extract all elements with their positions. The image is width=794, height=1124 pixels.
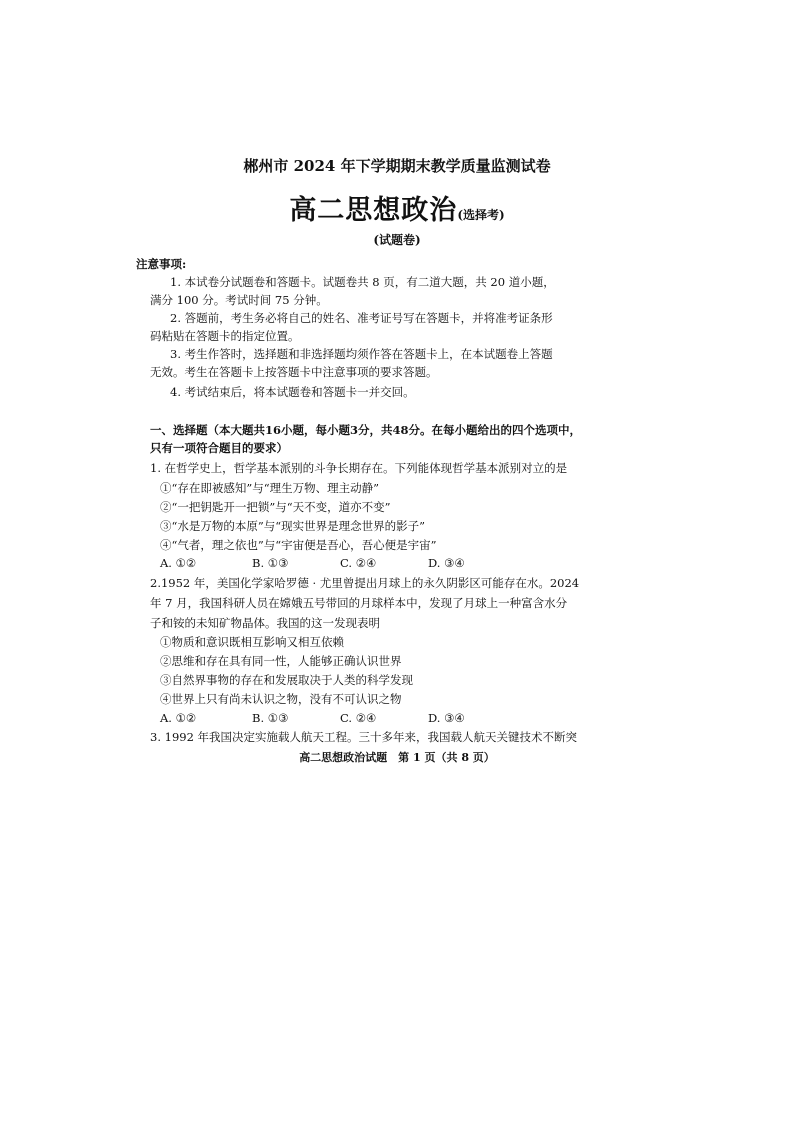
question-2-stem: 2.1952 年，美国化学家哈罗德 · 尤里曾提出月球上的永久阴影区可能存在水。2024 [150,576,580,590]
subject-note: (选择考) [457,208,505,222]
notes-line: 1. 本试卷分试题卷和答题卡。试题卷共 8 页，有二道大题，共 20 道小题， [170,275,555,289]
section-heading-cont: 只有一项符合题目的要求） [150,441,288,455]
question-1-stem: 1. 在哲学史上，哲学基本派别的斗争长期存在。下列能体现哲学基本派别对立的是 [150,461,568,475]
question-2-stem: 子和铵的未知矿物晶体。我国的这一发现表明 [150,616,380,630]
question-1-item: ④“气者，理之依也”与“宇宙便是吾心，吾心便是宇宙” [160,538,437,552]
question-2-item: ③自然界事物的存在和发展取决于人类的科学发现 [160,673,413,687]
question-1-item: ③“水是万物的本原”与“现实世界是理念世界的影子” [160,519,426,533]
notes-line: 满分 100 分。考试时间 75 分钟。 [150,293,328,307]
title-row [0,188,794,227]
notes-line: 3. 考生作答时，选择题和非选择题均须作答在答题卡上，在本试题卷上答题 [170,347,553,361]
page-footer: 高二思想政治试题 第 1 页（共 8 页） [299,751,495,764]
question-2-option-a: A. ①② [160,711,197,725]
question-1-item: ②“一把钥匙开一把锁”与“天不变，道亦不变” [160,500,391,514]
question-2-item: ①物质和意识既相互影响又相互依赖 [160,635,344,649]
volume-label: (试题卷) [373,233,421,247]
question-1-option-a: A. ①② [160,556,197,570]
question-3-stem: 3. 1992 年我国决定实施载人航天工程。三十多年来，我国载人航天关键技术不断突 [150,730,578,744]
notes-heading: 注意事项: [136,257,187,271]
notes-line: 无效。考生在答题卡上按答题卡中注意事项的要求答题。 [150,365,438,379]
question-2-option-c: C. ②④ [340,711,377,725]
section-heading: 一、选择题（本大题共16小题，每小题3分，共48分。在每小题给出的四个选项中， [150,423,582,437]
question-1-option-c: C. ②④ [340,556,377,570]
question-2-item: ②思维和存在具有同一性，人能够正确认识世界 [160,654,402,668]
question-1-option-b: B. ①③ [252,556,289,570]
notes-line: 4. 考试结束后，将本试题卷和答题卡一并交回。 [170,385,415,399]
subject-title: 高二思想政治 [289,195,458,226]
question-1-option-d: D. ③④ [428,556,465,570]
question-2-stem: 年 7 月，我国科研人员在嫦娥五号带回的月球样本中，发现了月球上一种富含水分 [150,596,568,610]
question-2-item: ④世界上只有尚未认识之物，没有不可认识之物 [160,692,402,706]
exam-header: 郴州市 2024 年下学期期末教学质量监测试卷 [243,157,551,175]
notes-line: 2. 答题前，考生务必将自己的姓名、准考证号写在答题卡，并将准考证条形 [170,311,553,325]
notes-line: 码粘贴在答题卡的指定位置。 [150,329,300,343]
question-1-item: ①“存在即被感知”与“理生万物、理主动静” [160,481,380,495]
question-2-option-d: D. ③④ [428,711,465,725]
question-2-option-b: B. ①③ [252,711,289,725]
